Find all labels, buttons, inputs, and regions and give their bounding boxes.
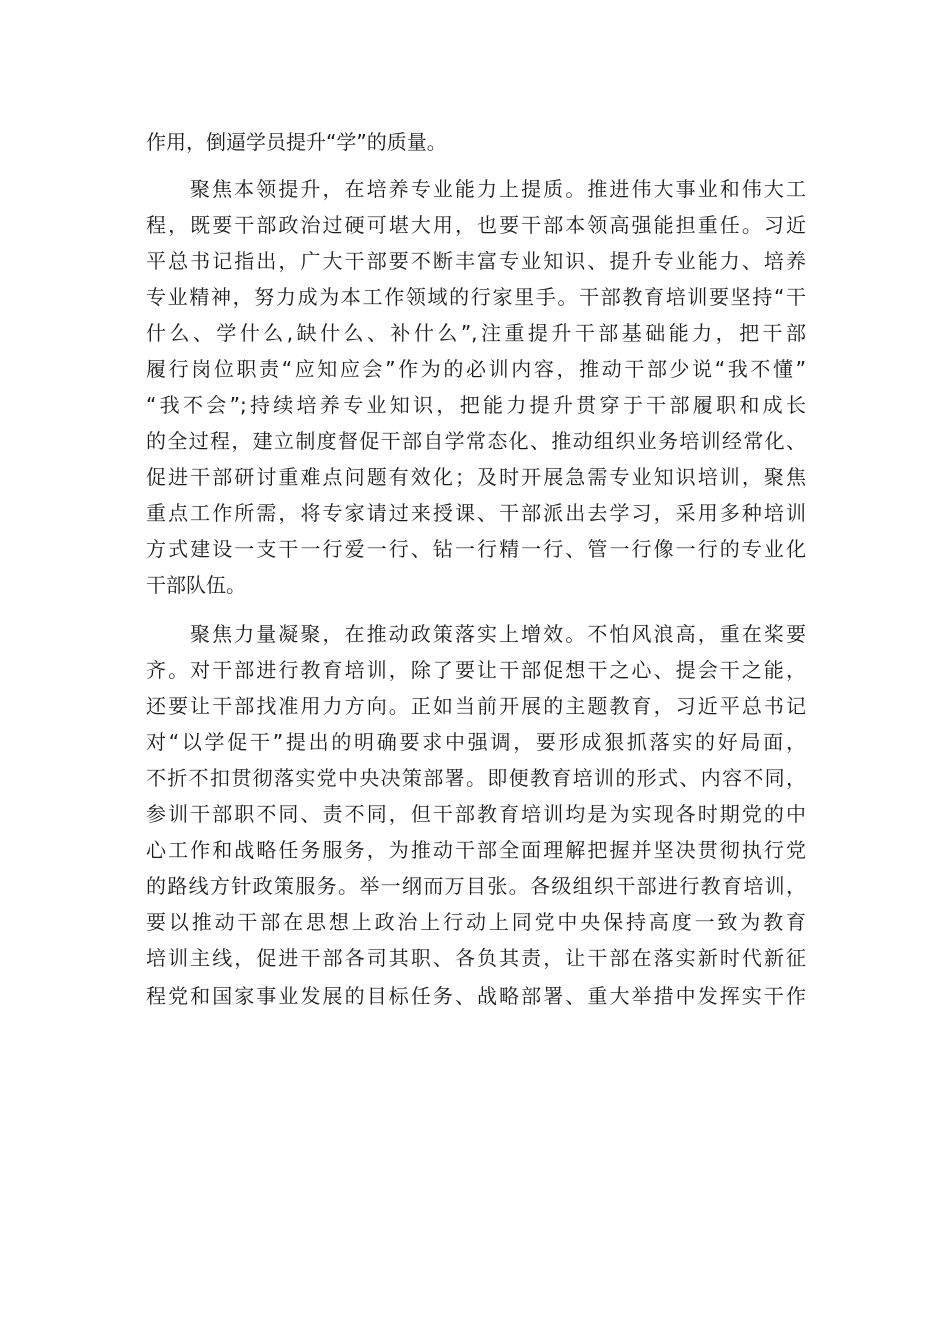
text-line: 要以推动干部在思想上政治上行动上同党中央保持高度一致为教育 (146, 910, 806, 934)
paragraph-start-line: 聚焦力量凝聚，在推动政策落实上增效。不怕风浪高，重在桨要 (190, 622, 806, 646)
text-line: 作用，倒逼学员提升“学”的质量。 (146, 130, 447, 154)
text-line: 程，既要干部政治过硬可堪大用，也要干部本领高强能担重任。习近 (146, 213, 806, 237)
text-line: 专业精神，努力成为本工作领域的行家里手。干部教育培训要坚持“干 (146, 285, 806, 309)
text-line: 方式建设一支干一行爱一行、钻一行精一行、管一行像一行的专业化 (146, 537, 806, 561)
paragraph-start-line: 聚焦本领提升，在培养专业能力上提质。推进伟大事业和伟大工 (190, 177, 806, 201)
text-line: 还要让干部找准用力方向。正如当前开展的主题教育，习近平总书记 (146, 694, 806, 718)
text-line: 不折不扣贯彻落实党中央决策部署。即便教育培训的形式、内容不同， (146, 766, 806, 790)
text-line: “我不会”;持续培养专业知识，把能力提升贯穿于干部履职和成长 (146, 393, 806, 417)
text-line: 培训主线，促进干部各司其职、各负其责，让干部在落实新时代新征 (146, 946, 806, 970)
text-line: 程党和国家事业发展的目标任务、战略部署、重大举措中发挥实干作 (146, 984, 806, 1008)
text-line: 的路线方针政策服务。举一纲而万目张。各级组织干部进行教育培训， (146, 874, 806, 898)
text-line: 对“以学促干”提出的明确要求中强调，要形成狠抓落实的好局面， (146, 730, 806, 754)
text-line: 心工作和战略任务服务，为推动干部全面理解把握并坚决贯彻执行党 (146, 838, 806, 862)
text-line: 平总书记指出，广大干部要不断丰富专业知识、提升专业能力、培养 (146, 249, 806, 273)
text-line: 的全过程，建立制度督促干部自学常态化、推动组织业务培训经常化、 (146, 429, 806, 453)
text-line: 齐。对干部进行教育培训，除了要让干部促想干之心、提会干之能， (146, 658, 806, 682)
text-line: 重点工作所需，将专家请过来授课、干部派出去学习，采用多种培训 (146, 501, 806, 525)
text-line: 干部队伍。 (146, 573, 246, 597)
text-line: 参训干部职不同、责不同，但干部教育培训均是为实现各时期党的中 (146, 802, 806, 826)
text-line: 履行岗位职责“应知应会”作为的必训内容，推动干部少说“我不懂” (146, 357, 806, 381)
text-line: 什么、学什么,缺什么、补什么”,注重提升干部基础能力，把干部 (146, 321, 806, 345)
text-line: 促进干部研讨重难点问题有效化；及时开展急需专业知识培训，聚焦 (146, 465, 806, 489)
